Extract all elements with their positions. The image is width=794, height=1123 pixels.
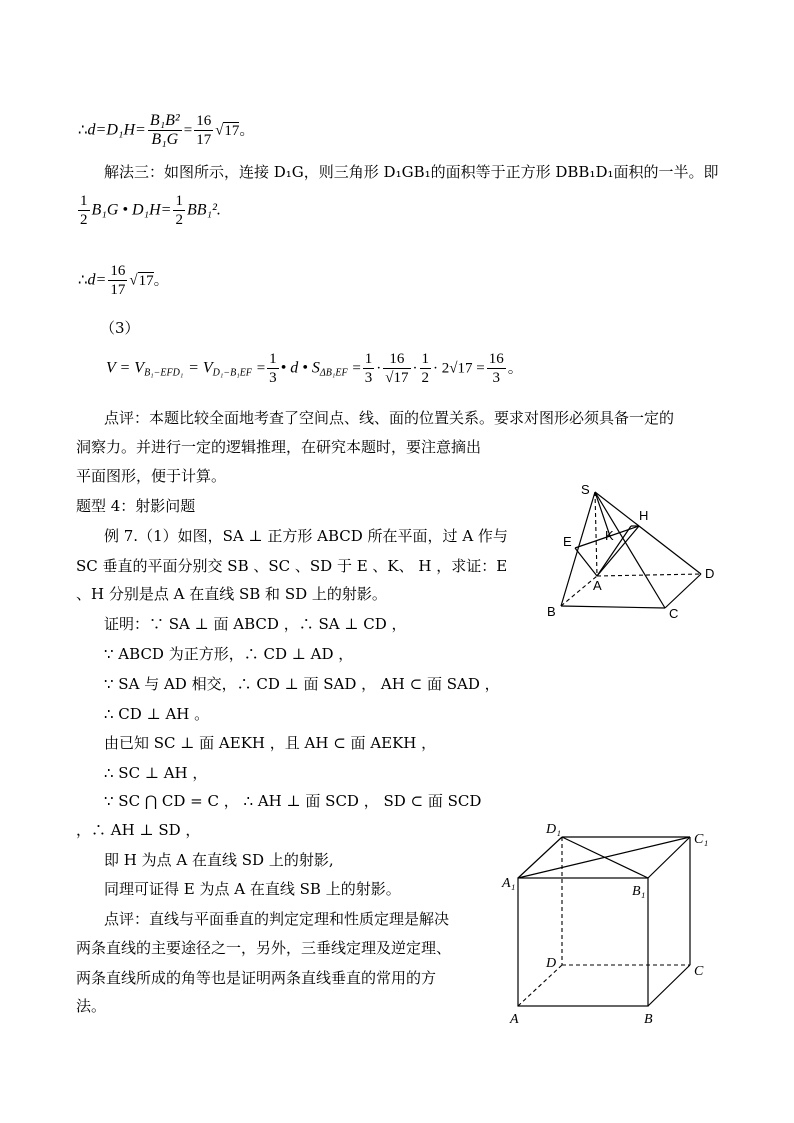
method3-text: 解法三：如图所示，连接 D₁G，则三角形 D₁GB₁的面积等于正方形 DBB₁D₁面积的一半。即 [104, 163, 719, 181]
proof-line: 由已知 SC ⊥ 面 AEKH ，且 AH ⊂ 面 AEKH ， [104, 734, 437, 752]
comment2-line: 两条直线所成的角等也是证明两条直线垂直的常用的方 [76, 969, 437, 987]
cube-label-b: B [644, 1012, 653, 1027]
cube-label-a: A [510, 1012, 519, 1027]
proof-line: ∴ SC ⊥ AH ， [104, 764, 208, 782]
proof-line: ，∴ AH ⊥ SD ， [76, 821, 201, 839]
example-line: 、H 分别是点 A 在直线 SB 和 SD 上的射影。 [76, 585, 387, 603]
formula-d-result: ∴d= $\frac{16}{17}$ √17。 [78, 263, 169, 298]
proof-line: 证明：∵ SA ⊥ 面 ABCD ，∴ SA ⊥ CD ， [104, 615, 407, 633]
comment2-line: 法。 [76, 997, 107, 1015]
pyramid-label-d: D [705, 566, 715, 581]
cube-label-d1: D₁ [546, 822, 561, 837]
comment2-line: 点评：直线与平面垂直的判定定理和性质定理是解决 [104, 910, 450, 928]
cube-label-c1: C₁ [694, 832, 709, 847]
cube-label-c: C [694, 964, 704, 979]
pyramid-label-a: A [593, 578, 602, 593]
proof-line: 即 H 为点 A 在直线 SD 上的射影, [104, 851, 334, 869]
cube-label-b1: B₁ [632, 884, 646, 899]
volume-formula: $V = V_{B_1-EFD_1} = V_{D_1-B_1EF}$ = $\frac{1}{3}$ • d • $S_{\Delta B_1EF}$ = $\frac{1}{3}$ · $\frac{16}{√17}$ · $\frac{1}{2}$ · 2√17 = $\frac{16}{3}$ 。 [106, 351, 523, 386]
pyramid-figure [535, 478, 725, 628]
comment1-line: 平面图形，便于计算。 [76, 467, 227, 485]
example-line: SC 垂直的平面分别交 SB 、SC 、SD 于 E 、K、 H ，求证：E [76, 557, 508, 575]
example-line: 例 7.（1）如图，SA ⊥ 正方形 ABCD 所在平面，过 A 作与 [104, 527, 508, 545]
pyramid-label-c: C [669, 606, 679, 621]
proof-line: ∵ SA 与 AD 相交，∴ CD ⊥ 面 SAD ， AH ⊂ 面 SAD ， [104, 675, 500, 693]
pyramid-label-e: E [563, 534, 572, 549]
proof-line: ∵ SC ⋂ CD = C ， ∴ AH ⊥ 面 SCD ， SD ⊂ 面 SCD [104, 792, 482, 810]
proof-line: ∵ ABCD 为正方形，∴ CD ⊥ AD ， [104, 645, 354, 663]
formula-d-value: ∴d=D₁H= $\frac{\text{B₁B²}}{\text{B₁G}}$ = $\frac{16}{17}$ √17。 [78, 112, 255, 148]
pyramid-label-b: B [547, 604, 556, 619]
part3-label: （3） [100, 319, 140, 337]
pyramid-label-k: K [605, 528, 614, 543]
therefore-symbol: ∴ [78, 120, 88, 139]
section-heading: 题型 4：射影问题 [76, 497, 196, 515]
cube-figure [500, 815, 720, 1030]
method3-formula: $\frac{1}{2}$ B₁G • D₁H= $\frac{1}{2}$ BB₁². [80, 193, 221, 228]
comment1-line: 点评：本题比较全面地考查了空间点、线、面的位置关系。要求对图形必须具备一定的 [104, 409, 675, 427]
cube-label-d: D [546, 956, 557, 971]
pyramid-label-s: S [581, 482, 590, 497]
comment2-line: 两条直线的主要途径之一，另外，三垂线定理及逆定理、 [76, 939, 452, 957]
comment1-line: 洞察力。并进行一定的逻辑推理，在研究本题时，要注意摘出 [76, 438, 482, 456]
proof-line: ∴ CD ⊥ AH 。 [104, 705, 210, 723]
proof-line: 同理可证得 E 为点 A 在直线 SB 上的射影。 [104, 880, 401, 898]
pyramid-label-h: H [639, 508, 649, 523]
cube-label-a1: A₁ [502, 876, 516, 891]
